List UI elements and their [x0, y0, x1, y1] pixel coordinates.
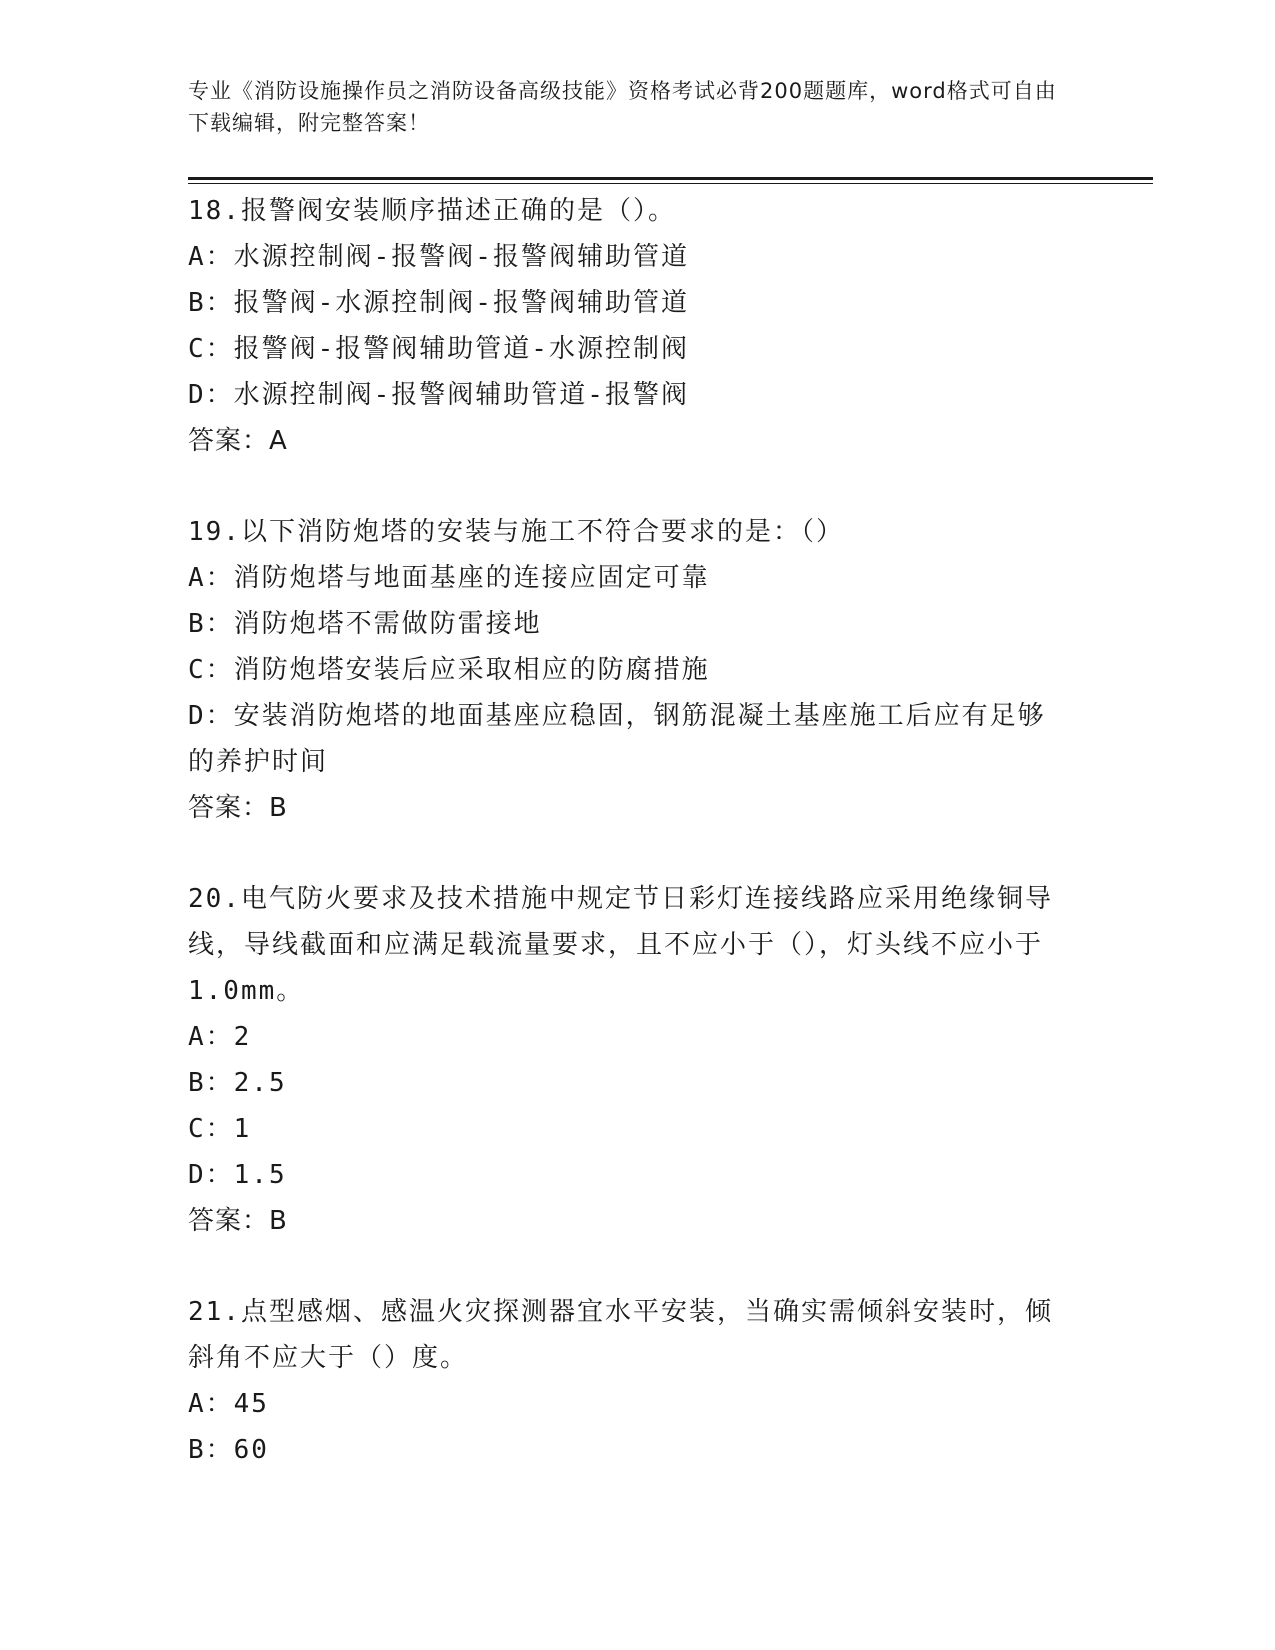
header-divider-thick	[188, 177, 1153, 180]
option-d: D：安装消防炮塔的地面基座应稳固，钢筋混凝土基座施工后应有足够的养护时间	[188, 701, 1046, 777]
option-b: B：消防炮塔不需做防雷接地	[188, 609, 542, 639]
question-20	[188, 876, 1073, 1244]
option-a: A：45	[188, 1389, 269, 1419]
answer: 答案：A	[188, 426, 288, 456]
option-a: A：2	[188, 1022, 252, 1052]
option-a: A：水源控制阀-报警阀-报警阀辅助管道	[188, 242, 689, 272]
question-18	[188, 188, 1073, 464]
option-d: D：水源控制阀-报警阀辅助管道-报警阀	[188, 380, 689, 410]
question-stem: 19.以下消防炮塔的安装与施工不符合要求的是：（）	[188, 517, 844, 547]
question-stem: 21.点型感烟、感温火灾探测器宜水平安装，当确实需倾斜安装时，倾斜角不应大于（）度。	[188, 1297, 1053, 1373]
option-c: C：消防炮塔安装后应采取相应的防腐措施	[188, 655, 710, 685]
header-divider-thin	[188, 183, 1153, 184]
option-b: B：60	[188, 1435, 269, 1465]
question-stem: 18.报警阀安装顺序描述正确的是（）。	[188, 196, 676, 226]
question-21	[188, 1289, 1073, 1473]
option-d: D：1.5	[188, 1160, 287, 1190]
question-19	[188, 509, 1073, 831]
option-b: B：报警阀-水源控制阀-报警阀辅助管道	[188, 288, 689, 318]
question-list	[188, 188, 1073, 1518]
answer: 答案：B	[188, 793, 288, 823]
document-header: 专业《消防设施操作员之消防设备高级技能》资格考试必背200题题库，word格式可自由下载编辑，附完整答案！	[188, 79, 1057, 135]
question-stem: 20.电气防火要求及技术措施中规定节日彩灯连接线路应采用绝缘铜导线，导线截面和应满足载流量要求，且不应小于（），灯头线不应小于1.0mm。	[188, 884, 1053, 1006]
option-b: B：2.5	[188, 1068, 287, 1098]
option-c: C：报警阀-报警阀辅助管道-水源控制阀	[188, 334, 689, 364]
option-a: A：消防炮塔与地面基座的连接应固定可靠	[188, 563, 710, 593]
answer: 答案：B	[188, 1206, 288, 1236]
option-c: C：1	[188, 1114, 252, 1144]
